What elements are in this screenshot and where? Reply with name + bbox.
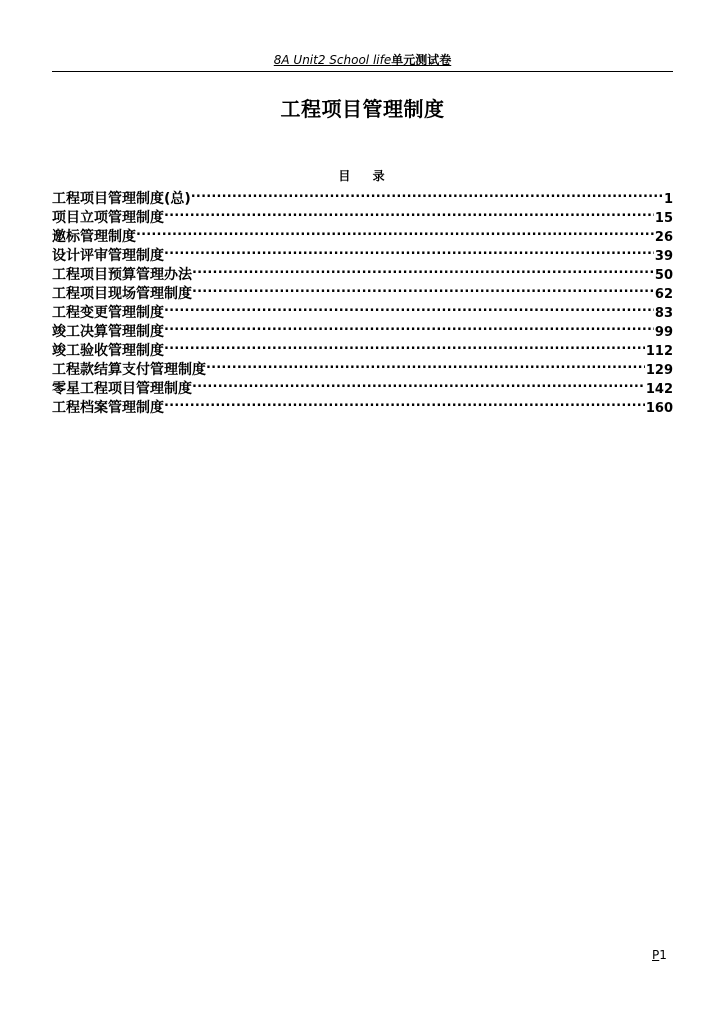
- toc-dot-leader: [164, 203, 654, 222]
- toc-dot-leader: [192, 260, 654, 279]
- toc-entry-title: 工程款结算支付管理制度: [52, 362, 206, 378]
- toc-entry-title: 工程档案管理制度: [52, 400, 164, 416]
- toc-dot-leader: [164, 317, 654, 336]
- running-header: [52, 52, 673, 68]
- toc-entry-page: 129: [645, 363, 673, 378]
- toc-entry[interactable]: [52, 222, 673, 245]
- toc-entry-title: 项目立项管理制度: [52, 210, 164, 226]
- toc-entry-page: 160: [645, 401, 673, 416]
- toc-dot-leader: [164, 393, 645, 412]
- toc-dot-leader: [164, 241, 654, 260]
- toc-entry-title: 邀标管理制度: [52, 229, 136, 245]
- toc-entry-page: 62: [654, 287, 673, 302]
- toc-heading: 目 录: [338, 169, 387, 183]
- page-number-prefix: P: [652, 948, 660, 962]
- toc-entry-title: 竣工决算管理制度: [52, 324, 164, 340]
- toc-entry-page: 1: [663, 192, 673, 207]
- page-number: [652, 947, 667, 963]
- header-cjk-text: 单元测试卷: [391, 53, 452, 67]
- toc-entry-page: 142: [645, 382, 673, 397]
- toc-entry-title: 工程项目现场管理制度: [52, 286, 192, 302]
- toc-entry-page: 99: [654, 325, 673, 340]
- toc-dot-leader: [206, 355, 645, 374]
- toc-dot-leader: [191, 184, 663, 203]
- toc-entry-title: 工程变更管理制度: [52, 305, 164, 321]
- table-of-contents: [52, 184, 673, 416]
- toc-entry-title: 工程项目预算管理办法: [52, 267, 192, 283]
- toc-entry-page: 15: [654, 211, 673, 226]
- toc-dot-leader: [164, 336, 645, 355]
- toc-entry-page: 39: [654, 249, 673, 264]
- header-latin-text: 8A Unit2 School life: [273, 53, 392, 67]
- toc-dot-leader: [136, 222, 654, 241]
- toc-entry-title: 设计评审管理制度: [52, 248, 164, 264]
- toc-entry-page: 50: [654, 268, 673, 283]
- toc-entry[interactable]: [52, 184, 673, 207]
- page-number-value: 1: [659, 948, 667, 962]
- toc-dot-leader: [164, 298, 654, 317]
- toc-entry-page: 112: [645, 344, 673, 359]
- toc-entry-title: 工程项目管理制度(总): [52, 191, 191, 207]
- document-title: 工程项目管理制度: [280, 97, 445, 121]
- toc-entry-page: 26: [654, 230, 673, 245]
- toc-entry[interactable]: [52, 241, 673, 264]
- header-divider: [52, 71, 673, 72]
- toc-entry-title: 竣工验收管理制度: [52, 343, 164, 359]
- toc-entry-page: 83: [654, 306, 673, 321]
- toc-dot-leader: [192, 279, 654, 298]
- toc-entry-title: 零星工程项目管理制度: [52, 381, 192, 397]
- toc-dot-leader: [192, 374, 645, 393]
